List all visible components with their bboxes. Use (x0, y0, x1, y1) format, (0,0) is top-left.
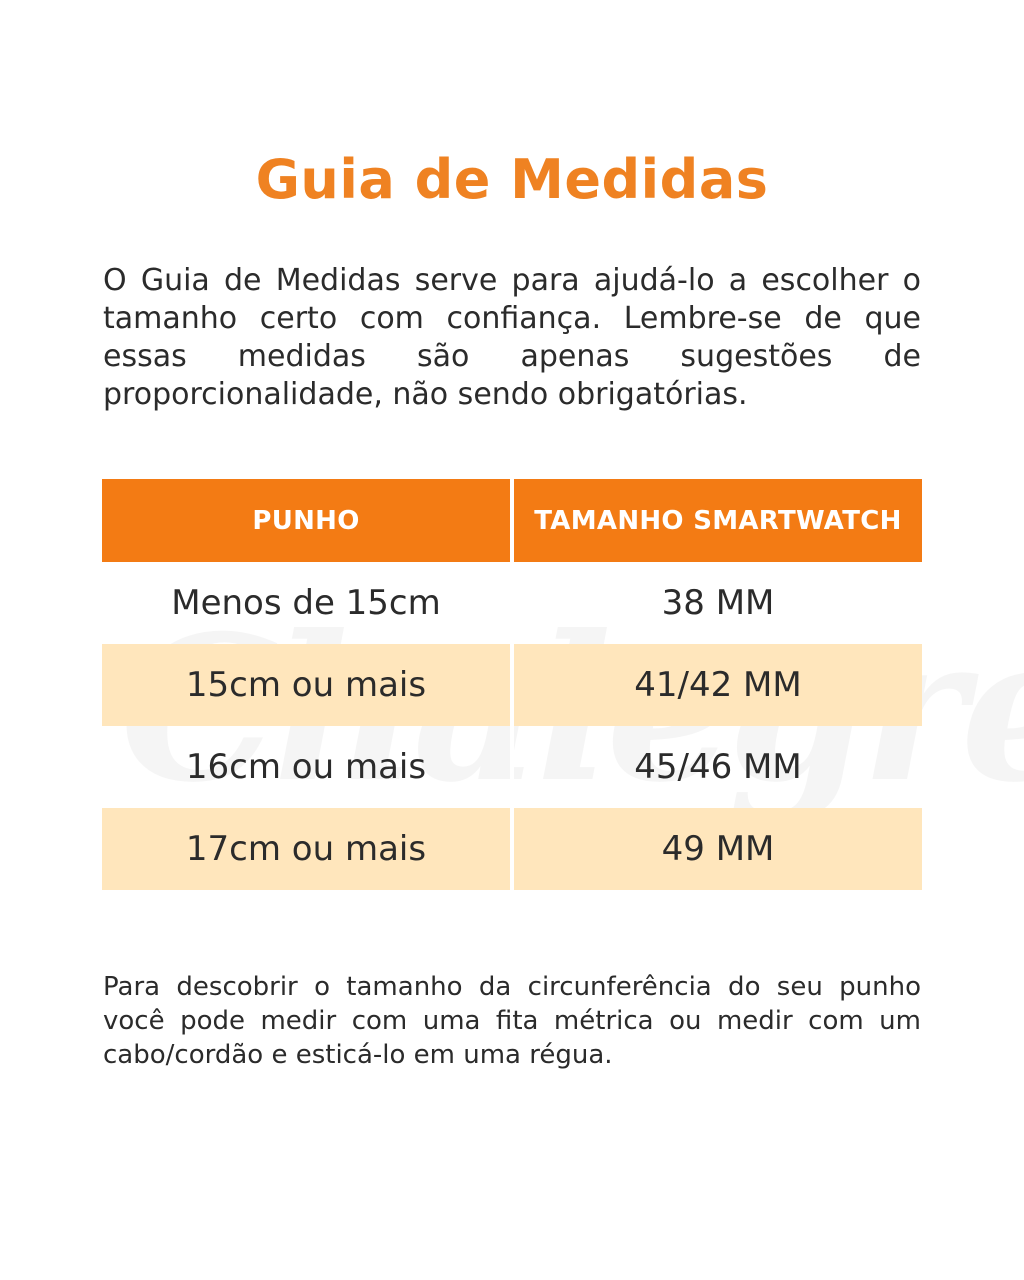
header-tamanho-smartwatch: TAMANHO SMARTWATCH (510, 479, 922, 562)
wrist-size-cell: Menos de 15cm (171, 583, 441, 623)
watch-size-cell: 38 MM (510, 562, 922, 644)
page-title: Guia de Medidas (255, 148, 769, 211)
table-row (102, 808, 922, 890)
watch-size-cell: 49 MM (510, 808, 922, 890)
intro-paragraph: O Guia de Medidas serve para ajudá-lo a escolher o tamanho certo com confiança. Lembre-se de que essas medidas são apenas sugestões de proporcionalidade, não sendo obrigatórias. (103, 263, 921, 412)
table-row (102, 726, 922, 808)
wrist-size-cell: 15cm ou mais (102, 644, 510, 726)
measure-instructions: Para descobrir o tamanho da circunferência do seu punho você pode medir com uma fita métrica ou medir com um cabo/cordão e esticá-lo em uma régua. (103, 972, 921, 1070)
table-row (102, 562, 922, 644)
watch-size-cell: 45/46 MM (510, 726, 922, 808)
table-row (102, 644, 922, 726)
table-header-row (102, 479, 922, 562)
wrist-size-cell: 17cm ou mais (102, 808, 510, 890)
header-punho: PUNHO (102, 479, 510, 562)
wrist-size-cell: 16cm ou mais (185, 747, 427, 787)
size-table (102, 479, 922, 890)
watch-size-cell: 41/42 MM (510, 644, 922, 726)
